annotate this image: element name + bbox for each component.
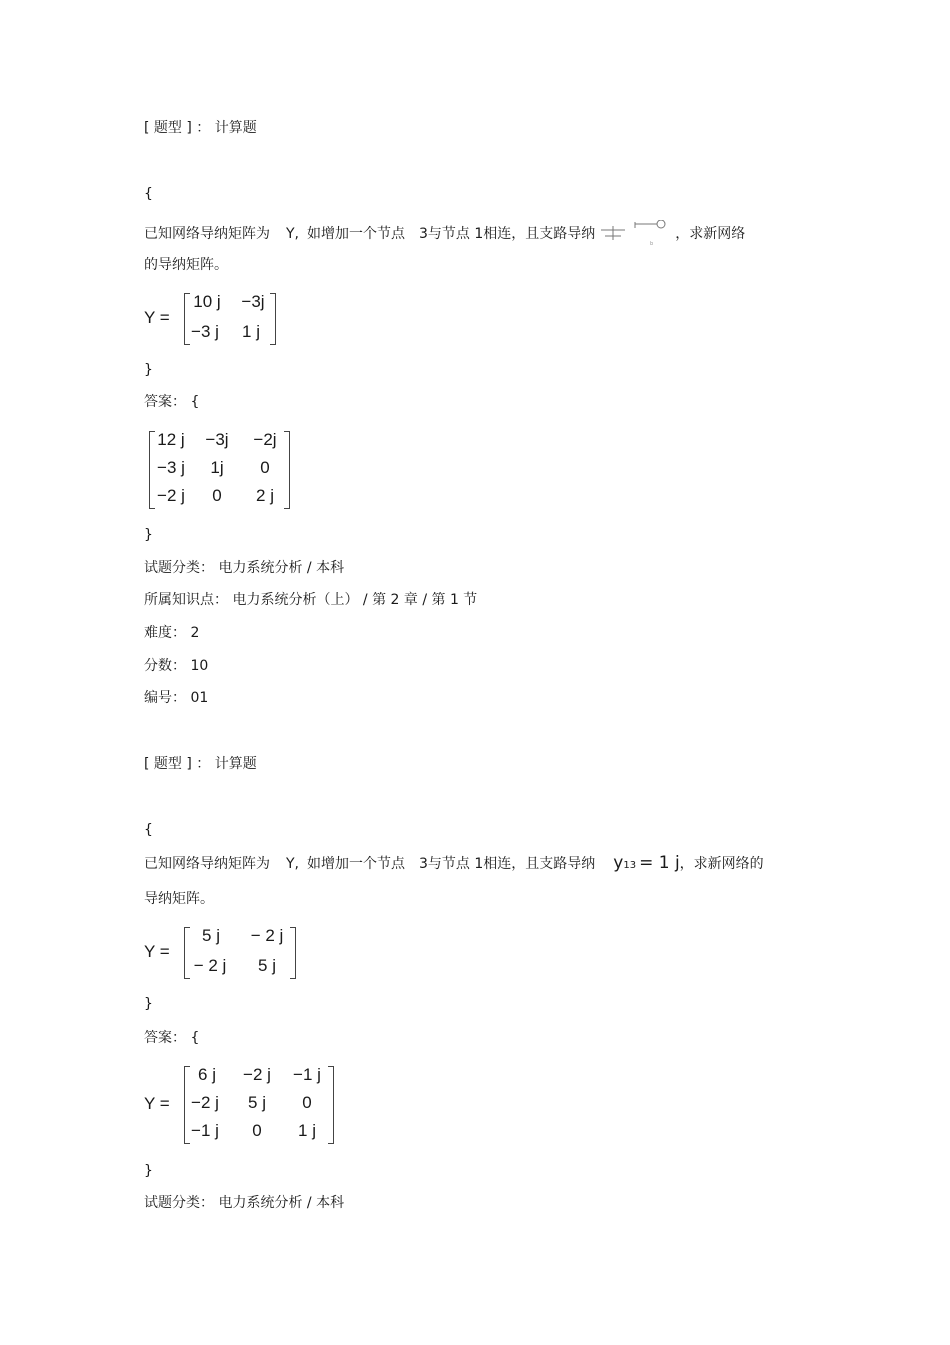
svg-text:b: b (650, 241, 654, 247)
q1-ans-cell-0-1: −3j (205, 430, 229, 449)
q1-close-brace: } (144, 362, 153, 378)
q2-ans-cell-0-0: 6 j (198, 1065, 216, 1084)
q2-ans-cell-1-2: 0 (302, 1093, 312, 1112)
q1-cell-1-1: 1 j (242, 322, 260, 341)
q1-ans-cell-1-0: −3 j (157, 458, 185, 477)
q2-stem-part3: ，求新网络的 (679, 856, 764, 872)
q2-ans-cell-2-1: 0 (252, 1121, 262, 1140)
q1-ans-cell-2-1: 0 (212, 486, 222, 505)
q2-answer-matrix-label: Y = (144, 1094, 170, 1113)
q2-stem-y13-val: = 1 j (639, 853, 680, 873)
q2-stem-part2: 如增加一个节点 (307, 856, 406, 872)
q1-answer-label: 答案： { (144, 394, 200, 410)
right-bracket (270, 293, 276, 345)
q2-stem-line2: 导纳矩阵。 (144, 891, 214, 907)
q1-cell-1-0: −3 j (191, 322, 219, 341)
q2-ans-cell-1-0: −2 j (191, 1093, 219, 1112)
q1-stem-line1 (144, 220, 745, 248)
q1-ans-cell-2-2: 2 j (256, 486, 274, 505)
q2-type-line: [ 题型 ] ： 计算题 (144, 756, 257, 772)
q2-matrix-label: Y = (144, 942, 170, 961)
q1-open-brace: { (144, 186, 153, 202)
q1-difficulty: 难度： 2 (144, 625, 200, 641)
q2-ans-cell-2-0: −1 j (191, 1121, 219, 1140)
q1-type-line: [ 题型 ] ： 计算题 (144, 120, 257, 136)
q1-cell-0-1: −3j (241, 292, 265, 311)
q1-ans-cell-0-0: 12 j (157, 430, 185, 449)
q2-cell-1-1: 5 j (258, 956, 276, 975)
q2-stem-part1: 已知网络导纳矩阵为 (144, 856, 270, 872)
q1-matrix-label: Y = (144, 308, 170, 327)
q2-ans-cell-0-1: −2 j (243, 1065, 271, 1084)
q1-stem-part3: ，求新网络 (675, 226, 746, 242)
q2-stem-y13: y (613, 853, 624, 873)
q1-answer-matrix (144, 428, 304, 512)
q2-cell-0-1: − 2 j (250, 926, 284, 945)
q1-stem-part1: 已知网络导纳矩阵为 (144, 226, 270, 242)
q2-category: 试题分类： 电力系统分析 / 本科 (144, 1195, 345, 1211)
q1-score: 分数： 10 (144, 658, 209, 674)
q1-stem-part2: 如增加一个节点 (307, 226, 406, 242)
q2-ans-cell-2-2: 1 j (298, 1121, 316, 1140)
q2-stem-y: Y, (286, 856, 300, 872)
q1-ans-cell-1-1: 1j (210, 458, 224, 477)
q1-cell-0-0: 10 j (193, 292, 221, 311)
q1-ans-cell-2-0: −2 j (157, 486, 185, 505)
q1-answer-close: } (144, 527, 153, 543)
q2-cell-1-0: − 2 j (193, 956, 227, 975)
q2-answer-close: } (144, 1163, 153, 1179)
right-bracket (290, 927, 296, 979)
q2-close-brace: } (144, 996, 153, 1012)
q1-number: 编号： 01 (144, 690, 209, 706)
q1-ans-cell-1-2: 0 (260, 458, 270, 477)
q1-category: 试题分类： 电力系统分析 / 本科 (144, 560, 345, 576)
q2-matrix (144, 924, 314, 984)
q1-knowledge: 所属知识点： 电力系统分析（上） / 第 2 章 / 第 1 节 (144, 592, 478, 608)
q2-answer-matrix (144, 1063, 344, 1147)
q1-matrix (144, 290, 294, 350)
right-bracket (284, 431, 290, 509)
q1-stem-line2: 的导纳矩阵。 (144, 257, 228, 273)
q2-ans-cell-0-2: −1 j (293, 1065, 321, 1084)
q2-open-brace: { (144, 822, 153, 838)
q2-stem-line1 (144, 854, 764, 875)
right-bracket (328, 1066, 334, 1144)
q1-stem-y: Y, (286, 226, 300, 242)
q2-stem-node: 3与节点 1相连，且支路导纳 (419, 856, 596, 872)
q1-ans-cell-0-2: −2j (253, 430, 277, 449)
q2-ans-cell-1-1: 5 j (248, 1093, 266, 1112)
q1-stem-node: 3与节点 1相连，且支路导纳 (419, 226, 596, 242)
q2-cell-0-0: 5 j (202, 926, 220, 945)
garbled-formula-image (595, 220, 675, 248)
q2-answer-label: 答案： { (144, 1030, 200, 1046)
q2-stem-y13-sub: 13 (623, 860, 637, 871)
